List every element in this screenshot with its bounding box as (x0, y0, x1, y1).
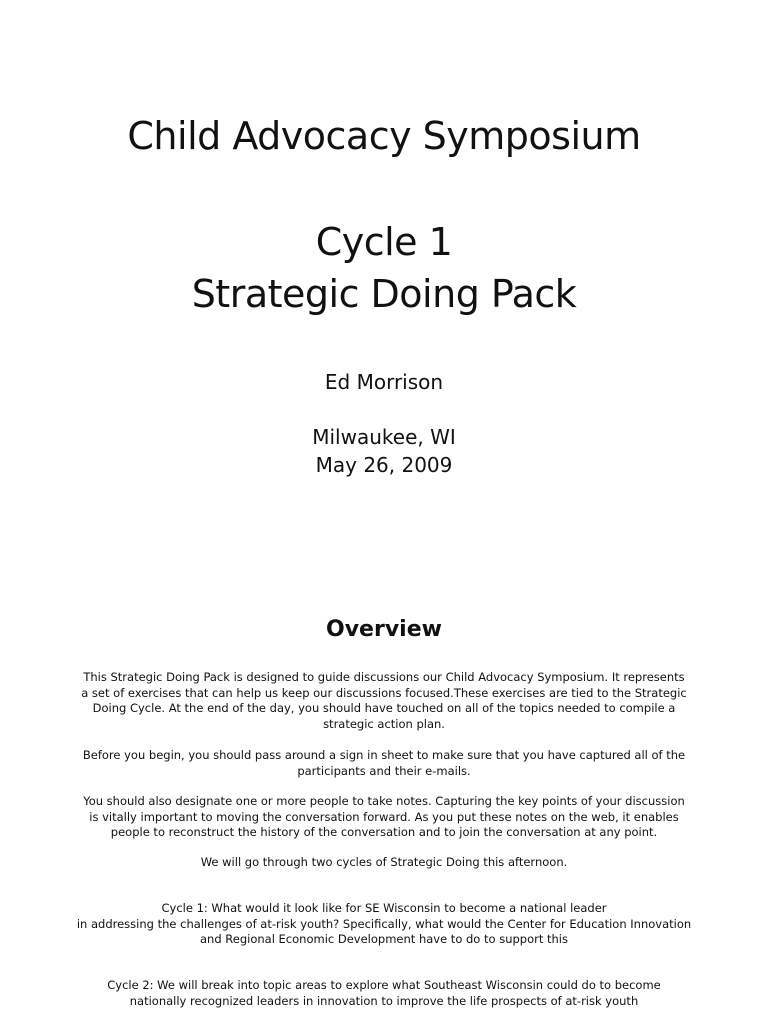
paragraph-line: strategic action plan. (323, 716, 445, 731)
location-date-block (0, 423, 768, 479)
paragraph-line: Cycle 2: We will break into topic areas to explore what Southeast Wisconsin could do to become (107, 978, 661, 992)
cycle-number-heading: Cycle 1 (315, 220, 453, 264)
document-title: Child Advocacy Symposium (127, 114, 641, 158)
paragraph-line: Doing Cycle. At the end of the day, you should have touched on all of the topics needed to compile a (92, 701, 676, 715)
paragraph-line: This Strategic Doing Pack is designed to guide discussions our Child Advocacy Symposium. It represents (83, 670, 685, 684)
paragraph-line: is vitally important to moving the conversation forward. As you put these notes on the web, it enables (89, 809, 679, 824)
cycle-title-block (0, 216, 768, 320)
overview-heading: Overview (326, 617, 442, 642)
overview-paragraph-cycles-intro (0, 855, 768, 871)
paragraph-line: Before you begin, you should pass around a sign in sheet to make sure that you have captured all of the (82, 748, 686, 762)
paragraph-line: people to reconstruct the history of the conversation and to join the conversation at any point. (110, 825, 658, 839)
overview-paragraph-cycle-1 (0, 901, 768, 948)
paragraph-line: Cycle 1: What would it look like for SE Wisconsin to become a national leader (161, 901, 607, 915)
paragraph-line: in addressing the challenges of at-risk youth? Specifically, what would the Center for Education Innovation (76, 916, 692, 931)
date: May 26, 2009 (315, 453, 453, 477)
overview-paragraph-notes (0, 794, 768, 841)
location: Milwaukee, WI (312, 425, 456, 449)
overview-paragraph-cycle-2 (0, 978, 768, 1009)
paragraph-line: nationally recognized leaders in innovation to improve the life prospects of at-risk youth (129, 993, 639, 1008)
overview-paragraph-purpose (0, 670, 768, 732)
paragraph-line: a set of exercises that can help us keep our discussions focused.These exercises are tied to the Strategic (81, 685, 687, 700)
overview-paragraph-sign-in (0, 748, 768, 779)
paragraph-line: participants and their e-mails. (297, 763, 471, 778)
paragraph-line: and Regional Economic Development have to do to support this (199, 932, 568, 946)
author-name: Ed Morrison (324, 370, 444, 394)
pack-name-heading: Strategic Doing Pack (191, 272, 577, 316)
paragraph-line: You should also designate one or more people to take notes. Capturing the key points of your discussion (83, 794, 685, 808)
paragraph-line: We will go through two cycles of Strategic Doing this afternoon. (200, 855, 568, 869)
